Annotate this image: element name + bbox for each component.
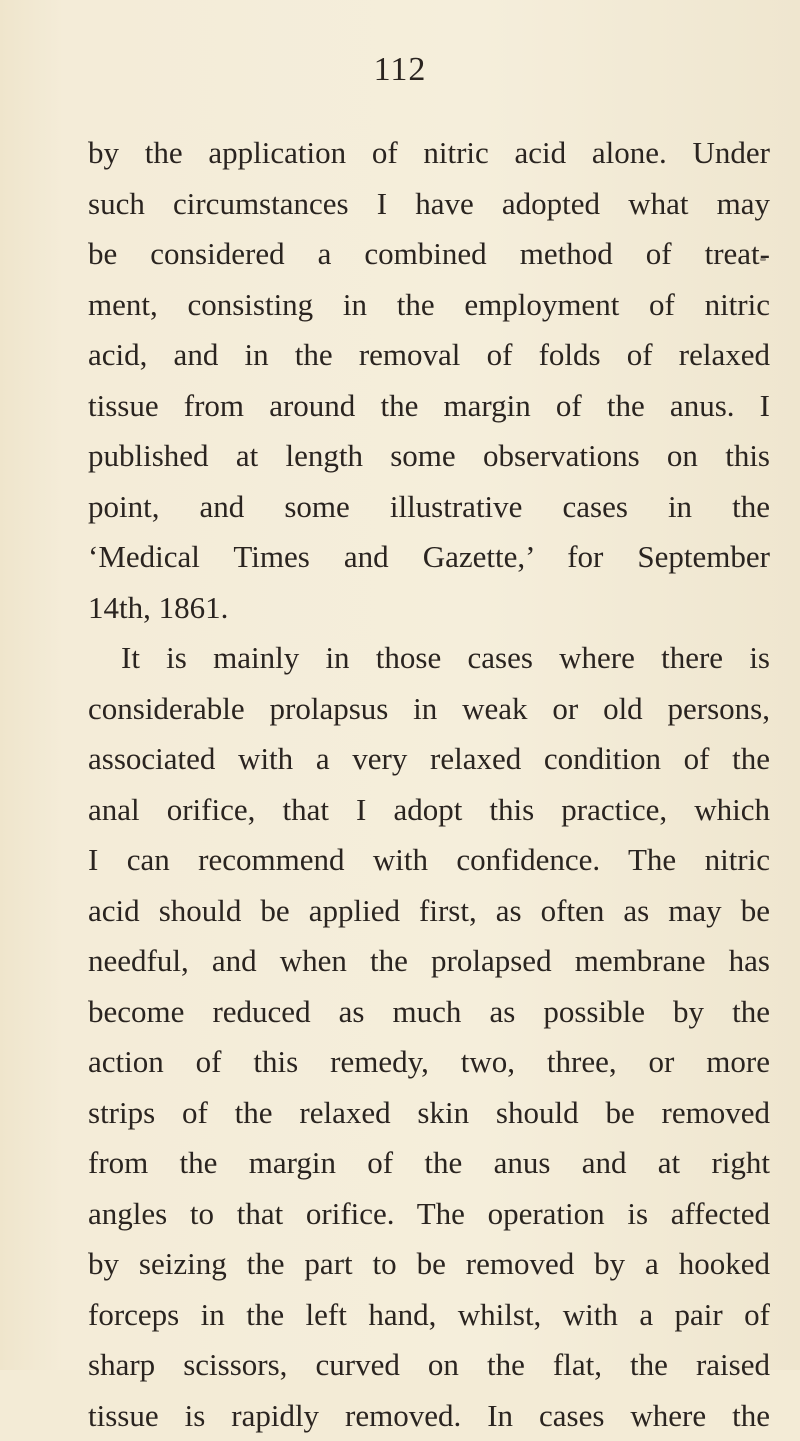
text-line: considerable prolapsus in weak or old persons, — [88, 684, 770, 735]
text-line: become reduced as much as possible by the — [88, 987, 770, 1038]
text-line: such circumstances I have adopted what may — [88, 179, 770, 230]
text-line: from the margin of the anus and at right — [88, 1138, 770, 1189]
text-line: strips of the relaxed skin should be removed — [88, 1088, 770, 1139]
text-line: needful, and when the prolapsed membrane has — [88, 936, 770, 987]
paragraph-start-line: It is mainly in those cases where there is — [88, 633, 770, 684]
body-text — [88, 128, 770, 1441]
text-line: by seizing the part to be removed by a hooked — [88, 1239, 770, 1290]
text-line: action of this remedy, two, three, or more — [88, 1037, 770, 1088]
text-line: ‘Medical Times and Gazette,’ for September — [88, 532, 770, 583]
text-line: anal orifice, that I adopt this practice, which — [88, 785, 770, 836]
text-line: 14th, 1861. — [88, 583, 770, 634]
page-number: 112 — [0, 50, 800, 90]
text-line: associated with a very relaxed condition of the — [88, 734, 770, 785]
text-line: sharp scissors, curved on the flat, the raised — [88, 1340, 770, 1391]
text-line: tissue from around the margin of the anus. I — [88, 381, 770, 432]
text-line: angles to that orifice. The operation is affected — [88, 1189, 770, 1240]
text-line: point, and some illustrative cases in the — [88, 482, 770, 533]
text-line: be considered a combined method of treat- — [88, 229, 770, 280]
text-line: published at length some observations on this — [88, 431, 770, 482]
text-line: by the application of nitric acid alone. Under — [88, 128, 770, 179]
text-line: I can recommend with confidence. The nitric — [88, 835, 770, 886]
text-line: ment, consisting in the employment of nitric — [88, 280, 770, 331]
text-line: tissue is rapidly removed. In cases where the — [88, 1391, 770, 1441]
text-line: acid, and in the removal of folds of relaxed — [88, 330, 770, 381]
text-line: forceps in the left hand, whilst, with a pair of — [88, 1290, 770, 1341]
text-line: acid should be applied first, as often as may be — [88, 886, 770, 937]
